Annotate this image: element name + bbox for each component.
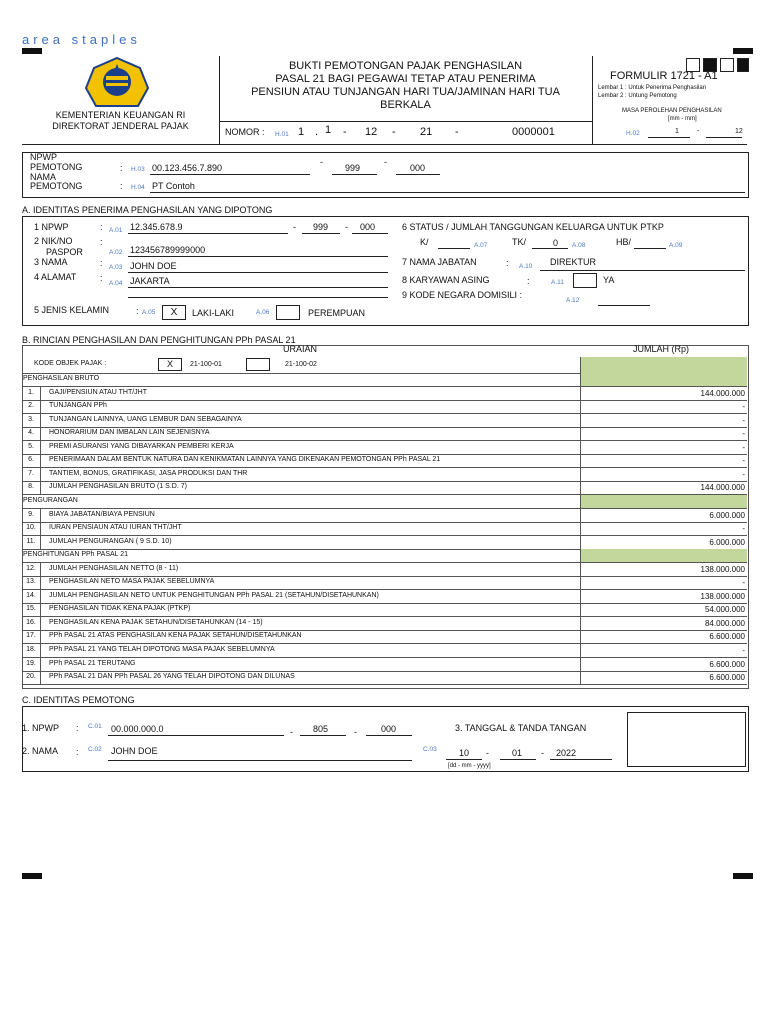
date-yyyy: 2022 (556, 748, 577, 758)
row-description: PENGHASILAN TIDAK KENA PAJAK (PTKP) (49, 605, 191, 613)
form-title-line: BERKALA (380, 99, 431, 111)
jabatan-code: A.10 (519, 263, 533, 270)
nama-value: JOHN DOE (130, 261, 177, 271)
row-description: PPh PASAL 21 TERUTANG (49, 659, 136, 667)
row-description: JUMLAH PENGURANGAN ( 9 S.D. 10) (49, 537, 172, 545)
section-a-title: A. IDENTITAS PENERIMA PENGHASILAN YANG DIPOTONG (22, 205, 273, 215)
ministry-name: KEMENTERIAN KEUANGAN RI (55, 110, 186, 120)
asing-value: YA (603, 275, 615, 285)
masa-format: [mm - mm] (668, 116, 697, 122)
formulir-code: FORMULIR 1721 - A1 (610, 70, 718, 82)
row-amount: - (742, 442, 745, 452)
pemotong-nama-value: JOHN DOE (111, 746, 158, 756)
row-amount: - (742, 415, 745, 425)
colon: : (100, 222, 103, 232)
colon: : (120, 181, 123, 191)
directorate-name: DIREKTORAT JENDERAL PAJAK (52, 121, 189, 131)
table-row (22, 427, 747, 441)
colon: : (100, 258, 103, 268)
masa-label: MASA PEROLEHAN PENGHASILAN (622, 108, 722, 114)
jabatan-colon: : (506, 258, 509, 268)
row-description: GAJI/PENSIUN ATAU THT/JHT (49, 388, 148, 396)
nomor-dash: - (392, 126, 396, 138)
row-number: 8. (28, 483, 34, 491)
table-row (22, 441, 747, 455)
row-amount: 6.600.000 (709, 659, 745, 669)
row-amount: - (742, 402, 745, 412)
section-c-title: C. IDENTITAS PEMOTONG (22, 695, 135, 705)
pemotong-npwp-part3: 000 (381, 724, 397, 734)
npwp-dash: - (290, 727, 293, 737)
asing-code: A.11 (551, 279, 564, 286)
row-amount: - (742, 469, 745, 479)
table-row (22, 603, 747, 617)
row-amount: 138.000.000 (700, 564, 745, 574)
row-number: 15. (26, 605, 36, 613)
signature-box[interactable] (627, 712, 746, 767)
section-b-title: B. RINCIAN PENGHASILAN DAN PENGHITUNGAN PPh PASAL 21 (22, 335, 296, 345)
alamat-value: JAKARTA (130, 276, 170, 286)
row-description: TUNJANGAN LAINNYA, UANG LEMBUR DAN SEBAGAINYA (49, 415, 242, 423)
corner-marker (22, 873, 42, 879)
asing-checkbox[interactable] (573, 273, 597, 288)
npwp-dash: - (345, 222, 348, 232)
bruto-section-header (22, 373, 747, 387)
table-row (22, 536, 747, 550)
row-amount: 144.000.000 (700, 483, 745, 493)
hitung-section-header (22, 549, 747, 563)
kode-1-checkbox[interactable]: X (158, 358, 182, 371)
tanggal-label: 3. TANGGAL & TANDA TANGAN (455, 723, 587, 733)
table-row (22, 522, 747, 536)
corner-marker (22, 48, 42, 54)
nomor-code: H.01 (275, 131, 289, 138)
kode-label: KODE OBJEK PAJAK : (34, 360, 107, 367)
masa-code: H.02 (626, 130, 640, 137)
ministry-logo (78, 56, 156, 110)
npwp-pemotong-value: 00.123.456.7.890 (152, 163, 223, 173)
row-amount: 6.600.000 (709, 632, 745, 642)
pemotong-npwp-part2: 805 (313, 724, 329, 734)
table-row (22, 387, 747, 401)
nama-label: 3 NAMA (34, 257, 68, 267)
lembar-1: Lembar 1 : Untuk Penerima Penghasilan (598, 85, 707, 91)
masa-dash: - (697, 128, 700, 135)
row-number: 19. (26, 659, 36, 667)
table-row (22, 454, 747, 468)
recipient-npwp-part2: 999 (313, 222, 329, 232)
npwp-dash: - (320, 157, 323, 167)
pemotong-npwp-value: 00.000.000.0 (111, 724, 164, 734)
kode-2-checkbox[interactable] (246, 358, 270, 371)
row-amount: 138.000.000 (700, 591, 745, 601)
row-description: PENGHASILAN NETO MASA PAJAK SEBELUMNYA (49, 578, 215, 586)
masa-to: 12 (735, 128, 743, 135)
nama-pemotong-value: PT Contoh (152, 181, 195, 191)
table-row (22, 630, 747, 644)
section-header-label: PENGHASILAN BRUTO (23, 375, 100, 382)
row-number: 10. (26, 524, 36, 532)
alamat-code: A.04 (109, 280, 123, 287)
hb-label: HB/ (616, 237, 632, 247)
npwp-dash: - (384, 157, 387, 167)
row-description: PREMI ASURANSI YANG DIBAYARKAN PEMBERI KERJA (49, 442, 234, 450)
table-row (22, 590, 747, 604)
nama-pemotong-label: PEMOTONG (30, 181, 83, 191)
gender-male-checkbox[interactable]: X (162, 305, 186, 320)
row-description: PPh PASAL 21 ATAS PENGHASILAN KENA PAJAK SETAHUN/DISETAHUNKAN (49, 632, 302, 640)
table-row (22, 576, 747, 590)
recipient-npwp-code: A.01 (109, 227, 123, 234)
row-number: 12. (26, 564, 36, 572)
row-number: 4. (28, 429, 34, 437)
row-description: TUNJANGAN PPh (49, 402, 107, 410)
nomor-dot: . (315, 126, 319, 138)
pemotong-nama-label: 2. NAMA (22, 746, 59, 756)
nomor-part: 0000001 (512, 126, 555, 138)
row-description: JUMLAH PENGHASILAN NETTO (8 - 11) (49, 564, 179, 572)
colon: : (120, 163, 123, 173)
recipient-npwp-value: 12.345.678.9 (130, 222, 183, 232)
masa-from: 1 (675, 128, 679, 135)
date-dash: - (486, 748, 489, 758)
table-row (22, 400, 747, 414)
row-number: 13. (26, 578, 36, 586)
row-description: HONORARIUM DAN IMBALAN LAIN SEJENISNYA (49, 429, 210, 437)
gender-colon: : (136, 306, 139, 316)
row-number: 14. (26, 591, 36, 599)
pemotong-nama-code: C.02 (88, 746, 102, 753)
nomor-part: 1 (325, 124, 332, 136)
row-number: 2. (28, 402, 34, 410)
nama-pemotong-code: H.04 (131, 184, 145, 191)
row-number: 5. (28, 442, 34, 450)
row-number: 17. (26, 632, 36, 640)
row-amount: 6.000.000 (709, 510, 745, 520)
table-row (22, 481, 747, 495)
colon: : (100, 273, 103, 283)
colon: : (100, 237, 103, 247)
asing-label: 8 KARYAWAN ASING (402, 275, 490, 285)
pemotong-npwp-code: C.01 (88, 723, 102, 730)
nik-label: PASPOR (46, 247, 83, 257)
table-row (22, 509, 747, 523)
form-title-line: PENSIUN ATAU TUNJANGAN HARI TUA/JAMINAN HARI TUA (251, 86, 560, 98)
k-label: K/ (420, 237, 429, 247)
negara-code: A.12 (566, 297, 580, 304)
table-row (22, 563, 747, 577)
nik-label: 2 NIK/NO (34, 236, 73, 246)
row-number: 9. (28, 510, 34, 518)
date-format: [dd - mm - yyyy] (448, 763, 491, 769)
row-description: PENGHASILAN KENA PAJAK SETAHUN/DISETAHUNKAN (14 - 15) (49, 618, 263, 626)
row-number: 18. (26, 646, 36, 653)
nama-code: A.03 (109, 264, 123, 271)
tk-value: 0 (553, 238, 559, 248)
table-row (22, 468, 747, 482)
jabatan-label: 7 NAMA JABATAN (402, 257, 477, 267)
row-amount: - (742, 646, 745, 655)
kode-2-label: 21-100-02 (285, 361, 317, 368)
table-row (22, 658, 747, 672)
k-code: A.07 (474, 242, 488, 249)
lembar-2: Lembar 2 : Untung Pemotong (598, 93, 677, 99)
gender-code-male: A.05 (142, 309, 156, 316)
colon: : (76, 723, 79, 733)
gender-female-label: PEREMPUAN (308, 308, 366, 318)
alamat-label: 4 ALAMAT (34, 272, 77, 282)
row-number: 1. (28, 388, 34, 396)
recipient-npwp-label: 1 NPWP (34, 222, 69, 232)
row-description: JUMLAH PENGHASILAN BRUTO (1 S.D. 7) (49, 483, 187, 491)
row-amount: 54.000.000 (704, 605, 745, 615)
col-jumlah: JUMLAH (Rp) (633, 344, 690, 354)
nik-code: A.02 (109, 249, 123, 256)
table-row (22, 671, 747, 685)
row-number: 16. (26, 618, 36, 626)
table-row (22, 414, 747, 428)
status-label: 6 STATUS / JUMLAH TANGGUNGAN KELUARGA UNTUK PTKP (402, 222, 664, 232)
brand-watermark: area staples (22, 32, 141, 47)
row-amount: 84.000.000 (704, 618, 745, 628)
date-dash: - (541, 748, 544, 758)
date-mm: 01 (512, 748, 523, 758)
row-description: IURAN PENSIAUN ATAU IURAN THT/JHT (49, 524, 182, 532)
row-amount: 6.600.000 (709, 673, 745, 683)
gender-code-female: A.06 (256, 309, 270, 316)
row-amount: - (742, 578, 745, 588)
asing-colon: : (527, 276, 530, 286)
colon: : (76, 747, 79, 757)
row-number: 20. (26, 673, 36, 681)
row-amount: - (742, 456, 745, 466)
nama-pemotong-label: NAMA (30, 172, 57, 182)
row-description: JUMLAH PENGHASILAN NETO UNTUK PENGHITUNGAN PPh PASAL 21 (SETAHUN/DISETAHUNKAN) (49, 591, 379, 599)
tk-code: A.08 (572, 242, 586, 249)
negara-label: 9 KODE NEGARA DOMISILI : (402, 290, 523, 300)
form-title-line: BUKTI PEMOTONGAN PAJAK PENGHASILAN (288, 60, 523, 72)
hb-code: A.09 (669, 242, 683, 249)
npwp-pemotong-label: NPWP (30, 152, 57, 162)
npwp-dash: - (293, 222, 296, 232)
npwp-pemotong-code: H.03 (131, 166, 145, 173)
row-description: PPh PASAL 21 DAN PPh PASAL 26 YANG TELAH DIPOTONG DAN DILUNAS (49, 673, 295, 681)
tk-label: TK/ (512, 237, 527, 247)
npwp-pemotong-part2: 999 (345, 163, 361, 173)
date-code: C.03 (423, 746, 437, 753)
corner-marker (733, 48, 753, 54)
row-description: PPh PASAL 21 YANG TELAH DIPOTONG MASA PAJAK SEBELUMNYA (49, 646, 275, 653)
row-description: PENERIMAAN DALAM BENTUK NATURA DAN KENIKMATAN LAINNYA YANG DIKENAKAN PEMOTONGAN PPh PASAL 21 (49, 456, 441, 464)
nomor-dash: - (455, 126, 459, 138)
nomor-part: 21 (420, 126, 433, 138)
gender-male-label: LAKI-LAKI (192, 308, 235, 318)
section-header-label: PENGHITUNGAN PPh PASAL 21 (23, 551, 129, 559)
row-amount: - (742, 429, 745, 439)
row-number: 3. (28, 415, 34, 423)
row-description: TANTIEM, BONUS, GRATIFIKASI, JASA PRODUKSI DAN THR (49, 469, 248, 477)
row-amount: 144.000.000 (700, 388, 745, 398)
jabatan-value: DIREKTUR (550, 257, 597, 267)
row-number: 6. (28, 456, 34, 464)
pemotong-npwp-label: 1. NPWP (22, 723, 60, 733)
table-row (22, 644, 747, 658)
row-amount: - (742, 524, 745, 534)
gender-label: 5 JENIS KELAMIN (34, 305, 110, 315)
gender-female-checkbox[interactable] (276, 305, 300, 320)
corner-marker (733, 873, 753, 879)
nomor-dash: - (343, 126, 347, 138)
nomor-part: 1 (298, 126, 305, 138)
kode-objek-row (22, 357, 747, 374)
nomor-label: NOMOR : (225, 127, 265, 137)
npwp-pemotong-part3: 000 (410, 163, 426, 173)
col-uraian: URAIAN (283, 344, 318, 354)
row-amount: 6.000.000 (709, 537, 745, 547)
row-description: BIAYA JABATAN/BIAYA PENSIUN (49, 510, 155, 518)
pengurangan-section-header (22, 495, 747, 509)
nomor-part: 12 (365, 126, 378, 138)
nik-value: 123456789999000 (130, 245, 206, 255)
npwp-dash: - (354, 727, 357, 737)
row-number: 7. (28, 469, 34, 477)
recipient-npwp-part3: 000 (360, 222, 376, 232)
section-header-label: PENGURANGAN (23, 496, 78, 504)
kode-1-label: 21-100-01 (190, 361, 222, 368)
row-number: 11. (26, 537, 36, 545)
date-dd: 10 (459, 748, 470, 758)
form-title-line: PASAL 21 BAGI PEGAWAI TETAP ATAU PENERIMA (275, 73, 536, 85)
npwp-pemotong-label: PEMOTONG (30, 162, 83, 172)
table-row (22, 617, 747, 631)
